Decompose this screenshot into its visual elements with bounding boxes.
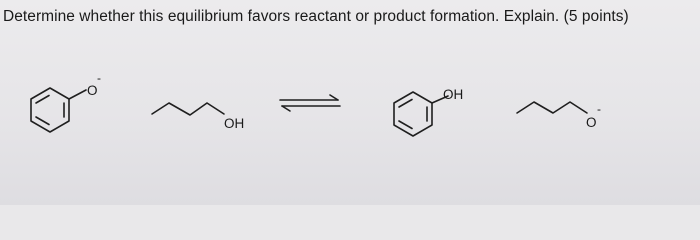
phenol-oh-label: OH xyxy=(443,87,464,102)
phenoxide-charge: - xyxy=(97,71,101,85)
butoxide-structure xyxy=(517,102,587,113)
phenol-structure xyxy=(394,92,448,136)
question-text: Determine whether this equilibrium favors reactant or product formation. Explain. (5 points) xyxy=(3,8,629,25)
c-o-bond xyxy=(69,90,86,99)
butoxide-charge: - xyxy=(597,102,601,116)
butanol-oh-label: OH xyxy=(224,116,245,131)
phenoxide-oxygen-label: O xyxy=(87,83,98,98)
equilibrium-arrows-icon xyxy=(280,95,340,111)
butanol-structure xyxy=(152,103,224,115)
phenoxide-structure xyxy=(31,88,86,132)
butoxide-oxygen-label: O xyxy=(586,115,597,130)
